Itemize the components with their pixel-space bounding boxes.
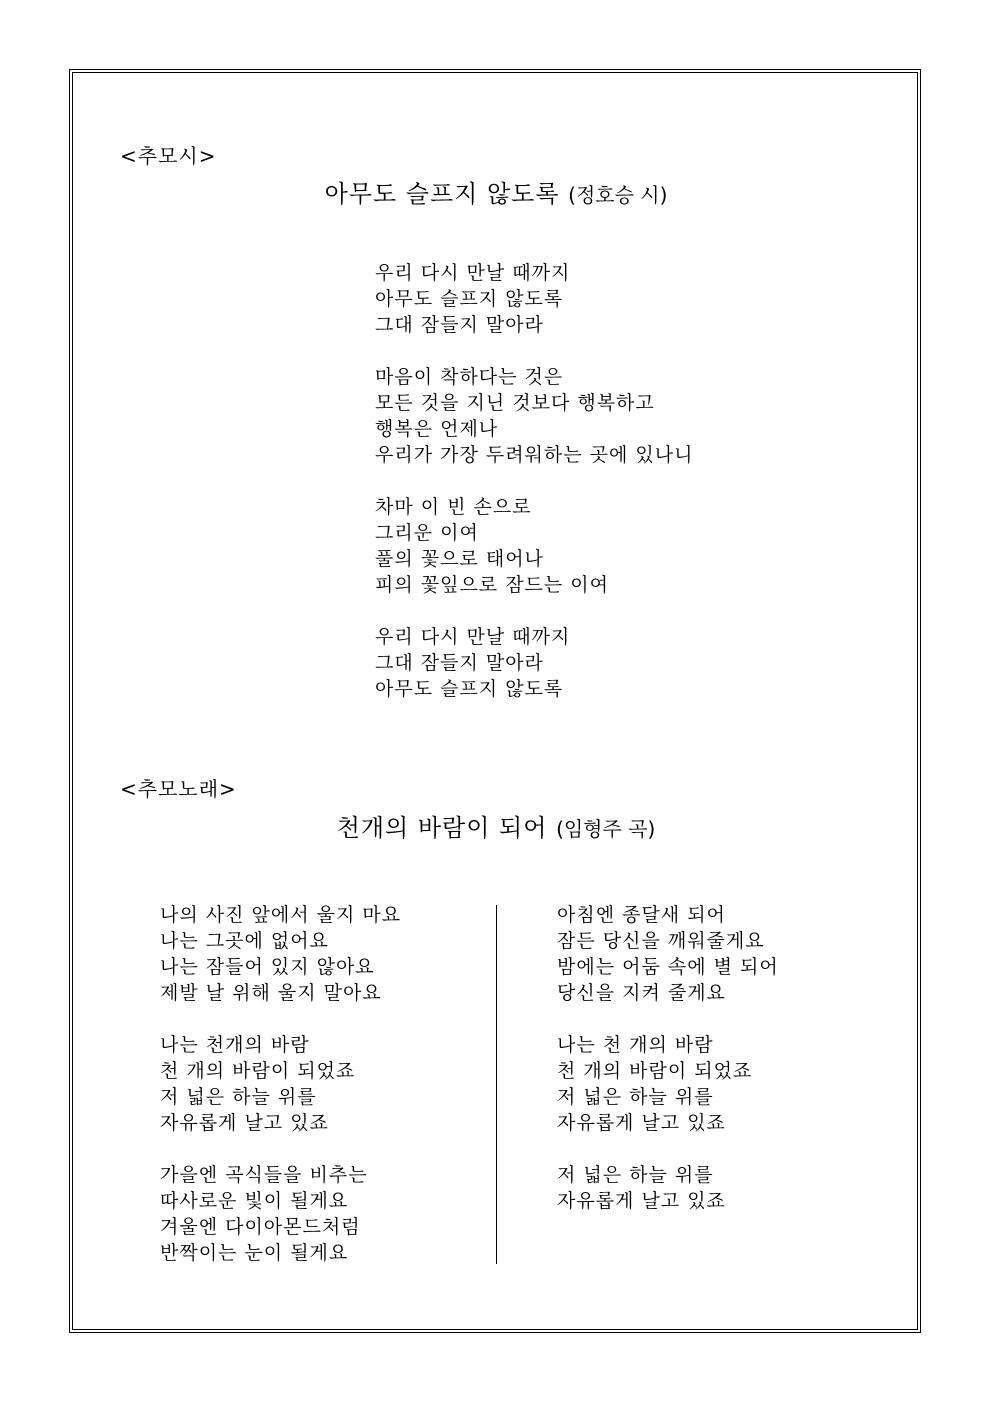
song-right-stanza-1 <box>557 902 779 1006</box>
poem-line: 그대 잠들지 말아라 <box>375 652 544 674</box>
lyric-line: 나는 천 개의 바람 <box>557 1034 714 1056</box>
lyric-line: 자유롭게 날고 있죠 <box>160 1112 329 1134</box>
song-left-stanza-3 <box>160 1162 368 1266</box>
song-title: 천개의 바람이 되어 <box>336 814 548 842</box>
poem-line: 우리 다시 만날 때까지 <box>375 626 571 648</box>
poem-stanza-1 <box>375 260 570 338</box>
poem-line: 행복은 언제나 <box>375 418 499 440</box>
lyric-line: 나는 잠들어 있지 않아요 <box>160 956 375 978</box>
poem-line: 모든 것을 지닌 것보다 행복하고 <box>375 392 655 414</box>
lyric-line: 따사로운 빛이 될게요 <box>160 1190 349 1212</box>
poem-line: 아무도 슬프지 않도록 <box>375 288 564 310</box>
lyric-line: 반짝이는 눈이 될게요 <box>160 1242 349 1264</box>
lyric-line: 나는 천개의 바람 <box>160 1034 310 1056</box>
song-right-stanza-2 <box>557 1032 752 1136</box>
poem-line: 아무도 슬프지 않도록 <box>375 678 564 700</box>
lyric-line: 저 넓은 하늘 위를 <box>557 1086 714 1108</box>
lyric-line: 겨울엔 다이아몬드처럼 <box>160 1216 361 1238</box>
poem-line: 마음이 착하다는 것은 <box>375 366 564 388</box>
poem-stanza-3 <box>375 494 609 598</box>
poem-line: 우리 다시 만날 때까지 <box>375 262 571 284</box>
column-divider <box>496 905 497 1264</box>
lyric-line: 나는 그곳에 없어요 <box>160 930 329 952</box>
poem-section-label: <추모시> <box>120 144 217 168</box>
poem-line: 풀의 꽃으로 태어나 <box>375 548 544 570</box>
poem-line: 그리운 이여 <box>375 522 479 544</box>
song-left-stanza-2 <box>160 1032 355 1136</box>
lyric-line: 천 개의 바람이 되었죠 <box>160 1060 356 1082</box>
lyric-line: 천 개의 바람이 되었죠 <box>557 1060 753 1082</box>
poem-line: 피의 꽃잎으로 잠드는 이여 <box>375 574 610 596</box>
poem-line: 우리가 가장 두려워하는 곳에 있나니 <box>375 444 694 466</box>
poem-line: 차마 이 빈 손으로 <box>375 496 532 518</box>
lyric-line: 밤에는 어둠 속에 별 되어 <box>557 956 779 978</box>
lyric-line: 아침엔 종달새 되어 <box>557 904 726 926</box>
poem-stanza-4 <box>375 624 570 702</box>
poem-author: (정호승 시) <box>568 183 668 207</box>
song-right-stanza-3 <box>557 1162 726 1214</box>
lyric-line: 제발 날 위해 울지 말아요 <box>160 982 382 1004</box>
lyric-line: 나의 사진 앞에서 울지 마요 <box>160 904 402 926</box>
poem-line: 그대 잠들지 말아라 <box>375 314 544 336</box>
song-composer: (임형주 곡) <box>556 817 656 841</box>
poem-title: 아무도 슬프지 않도록 <box>324 180 560 208</box>
lyric-line: 저 넓은 하늘 위를 <box>160 1086 317 1108</box>
lyric-line: 잠든 당신을 깨워줄게요 <box>557 930 765 952</box>
poem-stanza-2 <box>375 364 693 468</box>
song-left-stanza-1 <box>160 902 401 1006</box>
lyric-line: 당신을 지켜 줄게요 <box>557 982 726 1004</box>
song-heading <box>0 808 992 843</box>
lyric-line: 자유롭게 날고 있죠 <box>557 1112 726 1134</box>
lyric-line: 저 넓은 하늘 위를 <box>557 1164 714 1186</box>
lyric-line: 가을엔 곡식들을 비추는 <box>160 1164 368 1186</box>
song-section-label: <추모노래> <box>120 777 237 801</box>
poem-heading <box>0 174 992 209</box>
lyric-line: 자유롭게 날고 있죠 <box>557 1190 726 1212</box>
